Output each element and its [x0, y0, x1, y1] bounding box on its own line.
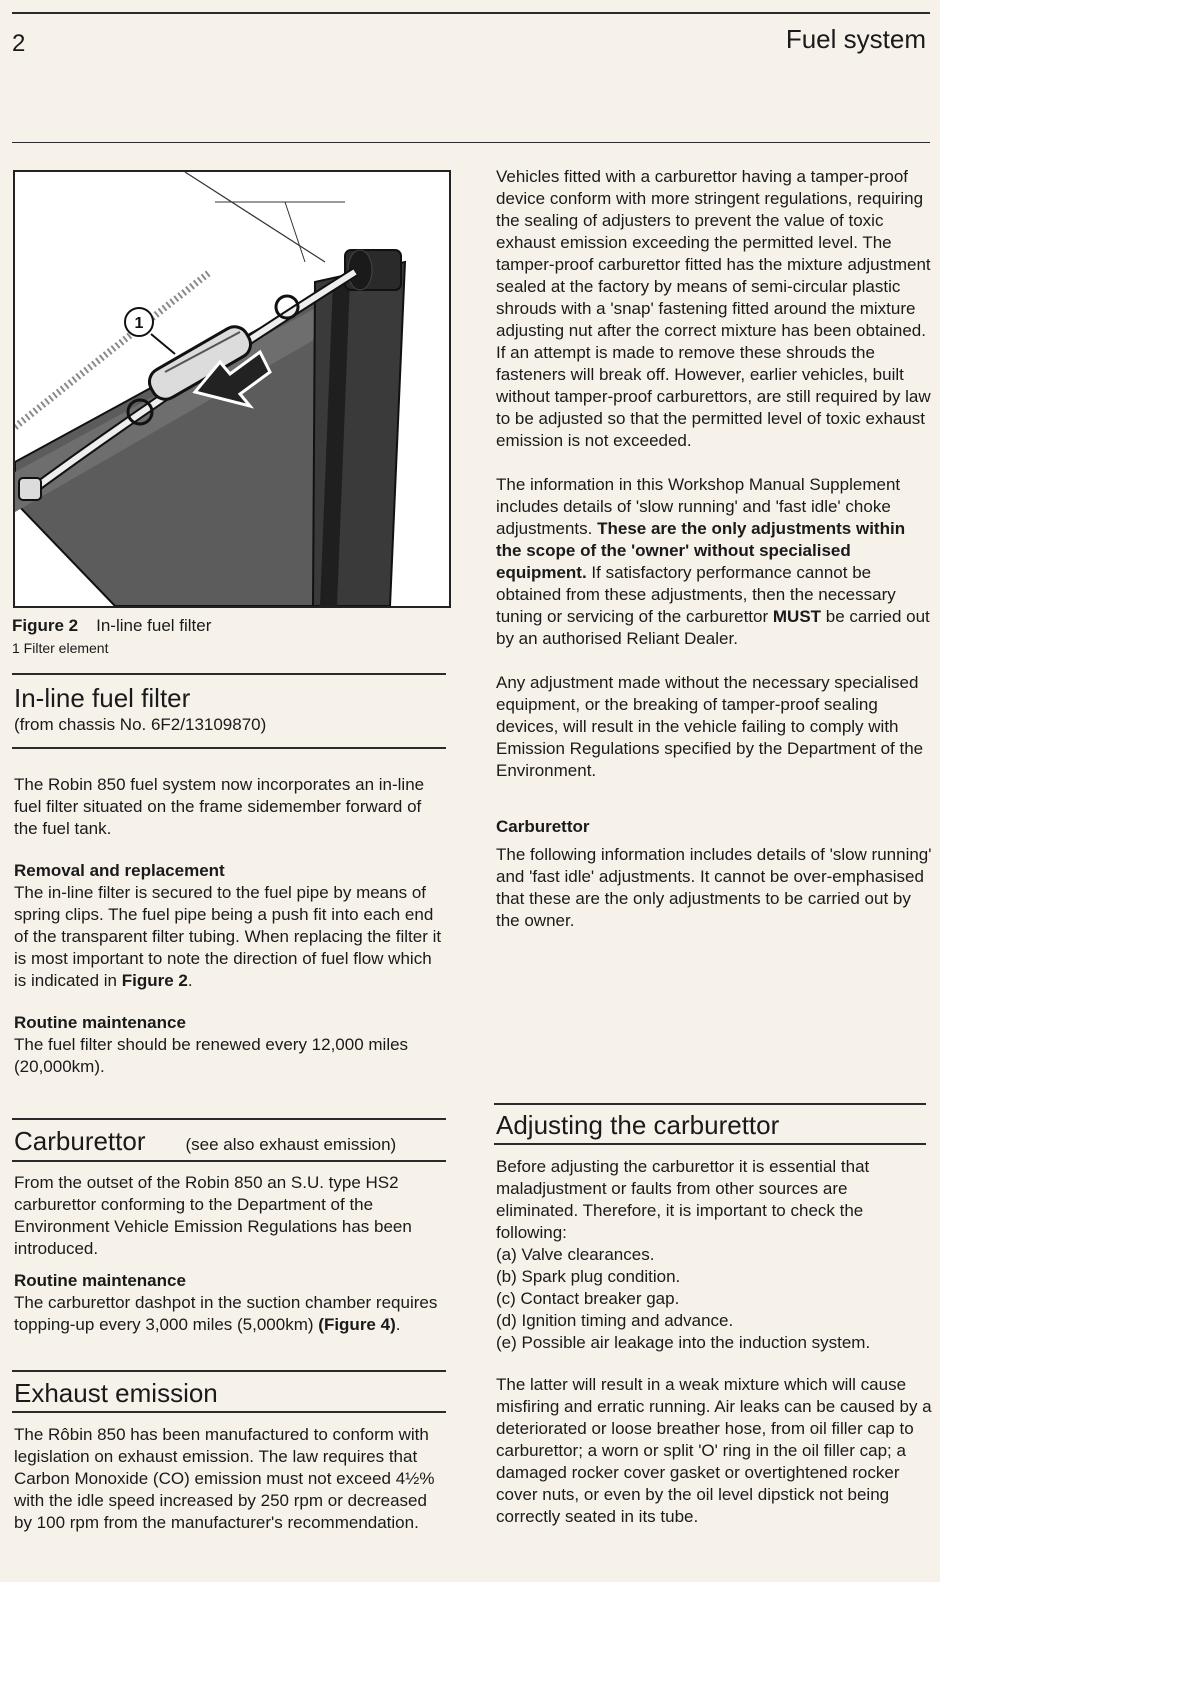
fuel-filter-illustration — [13, 170, 451, 608]
adjusting-title: Adjusting the carburettor — [496, 1110, 780, 1140]
inline-filter-title: In-line fuel filter — [14, 683, 191, 713]
carb-maint-heading: Routine maintenance — [14, 1271, 186, 1290]
exhaust-title: Exhaust emission — [14, 1378, 218, 1408]
page-number: 2 — [12, 30, 26, 57]
carburettor-title-text: Carburettor — [14, 1126, 146, 1156]
rule — [12, 1370, 446, 1372]
check-item: (e) Possible air leakage into the induction system. — [496, 1333, 871, 1352]
owner-scope-note: These are the only adjustments within the scope of the 'owner' without specialised equipment. — [496, 519, 906, 582]
filter-maint-heading: Routine maintenance — [14, 1013, 186, 1032]
check-item: (b) Spark plug condition. — [496, 1267, 681, 1286]
carb-maint-end: . — [395, 1315, 401, 1334]
right-column-top — [496, 166, 932, 932]
callout-number: 1 — [134, 315, 144, 332]
air-leak-paragraph: The latter will result in a weak mixture which will cause misfiring and erratic running. Air leaks can be caused by a deteriorated or loose breather hose, from oil filler cap to carburettor; a worn or split 'O' ring in the oil filler cap; a damaged rocker cover gasket or overtightened rocker cover nuts, or even by the oil level dipstick not being correctly seated in its tube. — [496, 1375, 932, 1526]
header-top-rule — [12, 12, 930, 14]
filter-diagram — [15, 172, 449, 606]
figure-ref: Figure 2 — [121, 971, 188, 990]
removal-heading: Removal and replacement — [14, 861, 225, 880]
adjustment-warning-paragraph: Any adjustment made without the necessary specialised equipment, or the breaking of tamper-proof sealing devices, will result in the vehicle failing to comply with Emission Regulations specified by the Department of the Environment. — [496, 673, 924, 780]
info-text-mid: If satisfactory performance cannot be obtained from these adjustments, then the necessary tuning or servicing of the carburettor — [496, 563, 896, 626]
carb-maint-body: The carburettor dashpot in the suction chamber requires topping-up every 3,000 miles (5,000km) — [14, 1293, 438, 1334]
figure-title: In-line fuel filter — [96, 616, 212, 635]
adjusting-body — [496, 1156, 932, 1528]
rule — [12, 747, 446, 749]
info-text: The information in this Workshop Manual Supplement includes details of 'slow running' and 'fast idle' choke adjustments. — [496, 475, 901, 538]
carburettor-intro: From the outset of the Robin 850 an S.U. type HS2 carburettor conforming to the Department of the Environment Vehicle Emission Regulations has been introduced. — [14, 1173, 412, 1258]
rule — [12, 673, 446, 675]
carburettor-info-text: The following information includes details of 'slow running' and 'fast idle' adjustments. It cannot be over-emphasised that these are the only adjustments to be carried out by the owner. — [496, 845, 932, 930]
rule — [494, 1103, 926, 1105]
rule — [12, 1160, 446, 1162]
carburettor-aside: (see also exhaust emission) — [185, 1135, 397, 1154]
check-item: (a) Valve clearances. — [496, 1245, 655, 1264]
removal-text — [14, 882, 444, 992]
filter-maint-text: The fuel filter should be renewed every 12,000 miles (20,000km). — [14, 1035, 409, 1076]
check-item: (d) Ignition timing and advance. — [496, 1311, 734, 1330]
workshop-info-paragraph — [496, 474, 932, 650]
info-text-end: be carried out by an authorised Reliant Dealer. — [496, 607, 930, 648]
rule — [494, 1143, 926, 1145]
removal-text-body: The in-line filter is secured to the fuel pipe by means of spring clips. The fuel pipe being a push fit into each end of the transparent filter tubing. When replacing the filter it is most important to note the direction of fuel flow which is indicated in — [14, 883, 442, 990]
inline-filter-subtitle: (from chassis No. 6F2/13109870) — [14, 715, 267, 734]
running-head: Fuel system — [785, 24, 926, 54]
carburettor-title — [14, 1126, 446, 1160]
figure-4-ref: (Figure 4) — [318, 1315, 396, 1334]
exhaust-body — [14, 1424, 444, 1534]
check-item: (c) Contact breaker gap. — [496, 1289, 680, 1308]
header-bottom-rule — [12, 142, 930, 143]
figure-key: 1 Filter element — [12, 640, 109, 656]
carb-maint-text — [14, 1292, 444, 1336]
figure-caption — [12, 616, 211, 636]
figure-label: Figure 2 — [12, 616, 79, 635]
inline-filter-intro: The Robin 850 fuel system now incorporates an in-line fuel filter situated on the frame sidemember forward of the fuel tank. — [14, 775, 425, 838]
rule — [12, 1411, 446, 1413]
inline-filter-body — [14, 774, 444, 1078]
tamper-proof-paragraph: Vehicles fitted with a carburettor having a tamper-proof device conform with more stringent regulations, requiring the sealing of adjusters to prevent the value of toxic exhaust emission exceeding the permitted level. The tamper-proof carburettor fitted has the mixture adjustment sealed at the factory by means of semi-circular plastic shrouds with a 'snap' fastening fitted around the mixture adjusting nut after the correct mixture has been obtained. If an attempt is made to remove these shrouds the fasteners will break off. However, earlier vehicles, built without tamper-proof carburettors, are still required by law to be adjusted so that the permitted level of toxic exhaust emission is not exceeded. — [496, 167, 931, 450]
exhaust-text: The Rôbin 850 has been manufactured to conform with legislation on exhaust emission. The law requires that Carbon Monoxide (CO) emission must not exceed 4½% with the idle speed increased by 250 rpm or decreased by 100 rpm from the manufacturer's recommendation. — [14, 1425, 435, 1532]
must-emphasis: MUST — [772, 607, 822, 626]
carburettor-left-body — [14, 1172, 444, 1336]
carburettor-subheading: Carburettor — [496, 817, 590, 836]
removal-text-end: . — [187, 971, 193, 990]
rule — [12, 1118, 446, 1120]
adjusting-intro: Before adjusting the carburettor it is essential that maladjustment or faults from other sources are eliminated. Therefore, it is important to check the following: — [496, 1157, 870, 1242]
